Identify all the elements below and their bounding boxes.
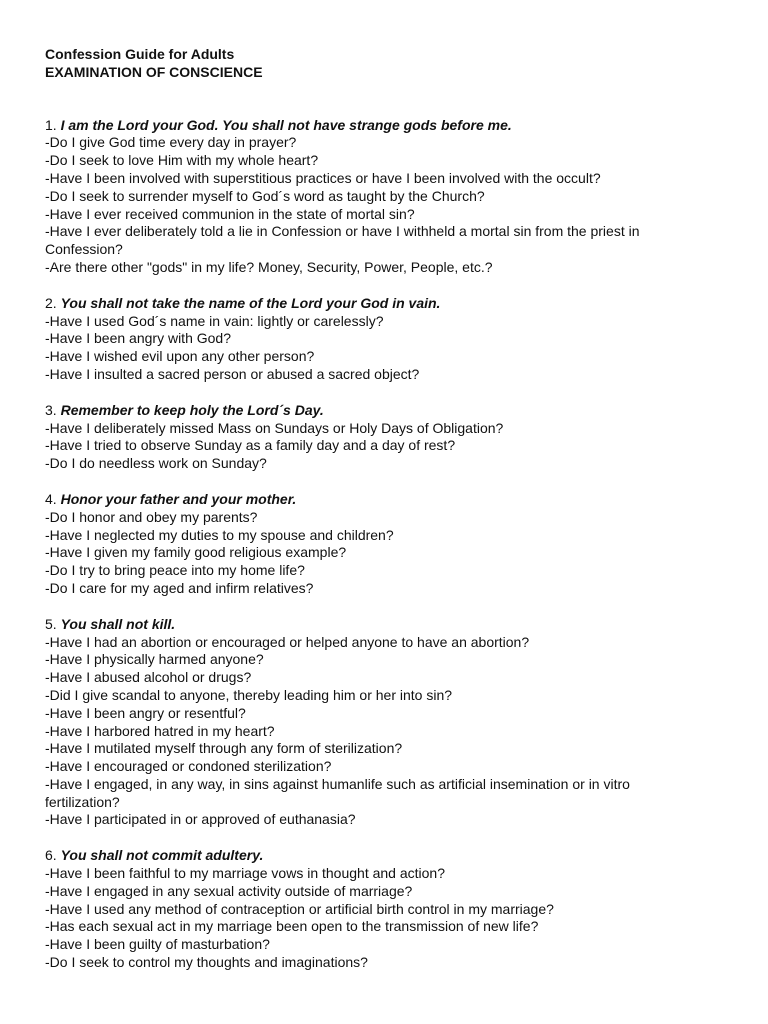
examination-question: -Do I do needless work on Sunday?	[45, 455, 267, 472]
examination-question: -Has each sexual act in my marriage been open to the transmission of new life?	[45, 918, 539, 935]
commandment-section-3	[45, 402, 745, 473]
commandment-number: 3.	[45, 401, 57, 418]
commandment-number: 1.	[45, 116, 57, 133]
commandment-text: You shall not kill.	[60, 615, 176, 632]
examination-question: -Are there other "gods" in my life? Money, Security, Power, People, etc.?	[45, 258, 493, 275]
examination-question: -Do I seek to love Him with my whole heart?	[45, 152, 319, 169]
commandment-heading	[45, 117, 745, 135]
examination-question: -Do I seek to surrender myself to God´s word as taught by the Church?	[45, 187, 485, 204]
document-title: Confession Guide for Adults	[45, 46, 235, 62]
examination-question: -Have I harbored hatred in my heart?	[45, 722, 275, 739]
examination-question: -Have I abused alcohol or drugs?	[45, 669, 252, 686]
commandment-section-4	[45, 491, 745, 598]
examination-question: -Have I ever received communion in the state of mortal sin?	[45, 205, 415, 222]
examination-question: -Have I physically harmed anyone?	[45, 651, 264, 668]
examination-question: -Have I engaged, in any way, in sins against humanlife such as artificial insemination or in vitro	[45, 775, 630, 792]
examination-question: -Have I ever deliberately told a lie in Confession or have I withheld a mortal sin from the priest in	[45, 223, 640, 240]
examination-question: -Have I been angry or resentful?	[45, 704, 246, 721]
commandment-number: 4.	[45, 490, 57, 507]
commandment-heading	[45, 295, 745, 313]
examination-question: -Do I give God time every day in prayer?	[45, 134, 297, 151]
examination-question: -Have I insulted a sacred person or abused a sacred object?	[45, 365, 420, 382]
examination-question: -Have I wished evil upon any other person?	[45, 348, 315, 365]
examination-question: -Have I encouraged or condoned sterilization?	[45, 758, 332, 775]
examination-question: -Have I had an abortion or encouraged or helped anyone to have an abortion?	[45, 633, 530, 650]
document-subtitle: EXAMINATION OF CONSCIENCE	[45, 63, 263, 80]
commandment-heading	[45, 847, 745, 865]
commandment-text: You shall not take the name of the Lord your God in vain.	[60, 294, 441, 311]
title-block	[45, 46, 745, 82]
commandment-text: Remember to keep holy the Lord´s Day.	[60, 401, 324, 418]
examination-question: -Do I honor and obey my parents?	[45, 508, 258, 525]
examination-question: Confession?	[45, 241, 123, 258]
commandment-section-5	[45, 616, 745, 830]
examination-question: fertilization?	[45, 793, 120, 810]
examination-question: -Have I been involved with superstitious practices or have I been involved with the occult?	[45, 169, 601, 186]
examination-question: -Have I deliberately missed Mass on Sundays or Holy Days of Obligation?	[45, 419, 504, 436]
commandment-sections	[45, 117, 745, 972]
commandment-number: 6.	[45, 847, 57, 864]
commandment-heading	[45, 402, 745, 420]
examination-question: -Have I neglected my duties to my spouse and children?	[45, 526, 394, 543]
examination-question: -Have I used any method of contraception or artificial birth control in my marriage?	[45, 900, 554, 917]
examination-question: -Have I given my family good religious example?	[45, 544, 347, 561]
commandment-section-2	[45, 295, 745, 384]
commandment-text: Honor your father and your mother.	[60, 490, 297, 507]
examination-question: -Did I give scandal to anyone, thereby leading him or her into sin?	[45, 686, 453, 703]
commandment-section-6	[45, 847, 745, 972]
examination-question: -Do I care for my aged and infirm relatives?	[45, 579, 314, 596]
examination-question: -Have I participated in or approved of euthanasia?	[45, 811, 356, 828]
commandment-text: I am the Lord your God. You shall not have strange gods before me.	[60, 116, 512, 133]
commandment-text: You shall not commit adultery.	[60, 847, 264, 864]
examination-question: -Have I tried to observe Sunday as a family day and a day of rest?	[45, 437, 456, 454]
examination-question: -Have I been guilty of masturbation?	[45, 936, 270, 953]
examination-question: -Have I used God´s name in vain: lightly or carelessly?	[45, 312, 384, 329]
examination-question: -Have I been angry with God?	[45, 330, 231, 347]
examination-question: -Have I been faithful to my marriage vows in thought and action?	[45, 865, 445, 882]
commandment-number: 2.	[45, 294, 57, 311]
commandment-section-1	[45, 117, 745, 277]
commandment-heading	[45, 616, 745, 634]
examination-question: -Have I engaged in any sexual activity outside of marriage?	[45, 882, 413, 899]
examination-question: -Do I try to bring peace into my home life?	[45, 562, 305, 579]
document-page	[45, 46, 745, 990]
examination-question: -Do I seek to control my thoughts and imaginations?	[45, 954, 368, 971]
commandment-number: 5.	[45, 615, 57, 632]
commandment-heading	[45, 491, 745, 509]
examination-question: -Have I mutilated myself through any form of sterilization?	[45, 740, 403, 757]
